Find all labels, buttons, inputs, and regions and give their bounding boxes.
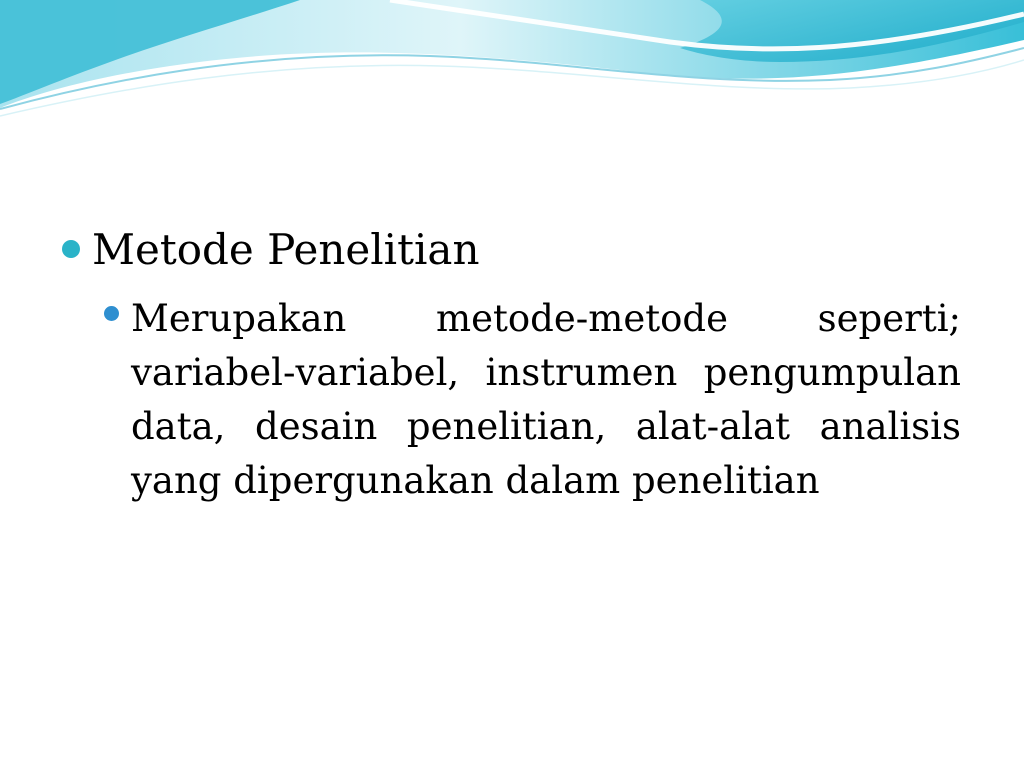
bullet-level-1-text: Metode Penelitian bbox=[92, 225, 480, 274]
blue-bullet-icon bbox=[104, 306, 119, 321]
teal-bullet-icon bbox=[62, 240, 80, 258]
bullet-item-level-1 bbox=[62, 226, 480, 274]
bullet-item-level-2 bbox=[104, 292, 961, 508]
bullet-level-2-text: Merupakan metode-metode seperti; variabel-variabel, instrumen pengumpulan data, desain penelitian, alat-alat analisis yang dipergunakan dalam penelitian bbox=[131, 297, 961, 502]
